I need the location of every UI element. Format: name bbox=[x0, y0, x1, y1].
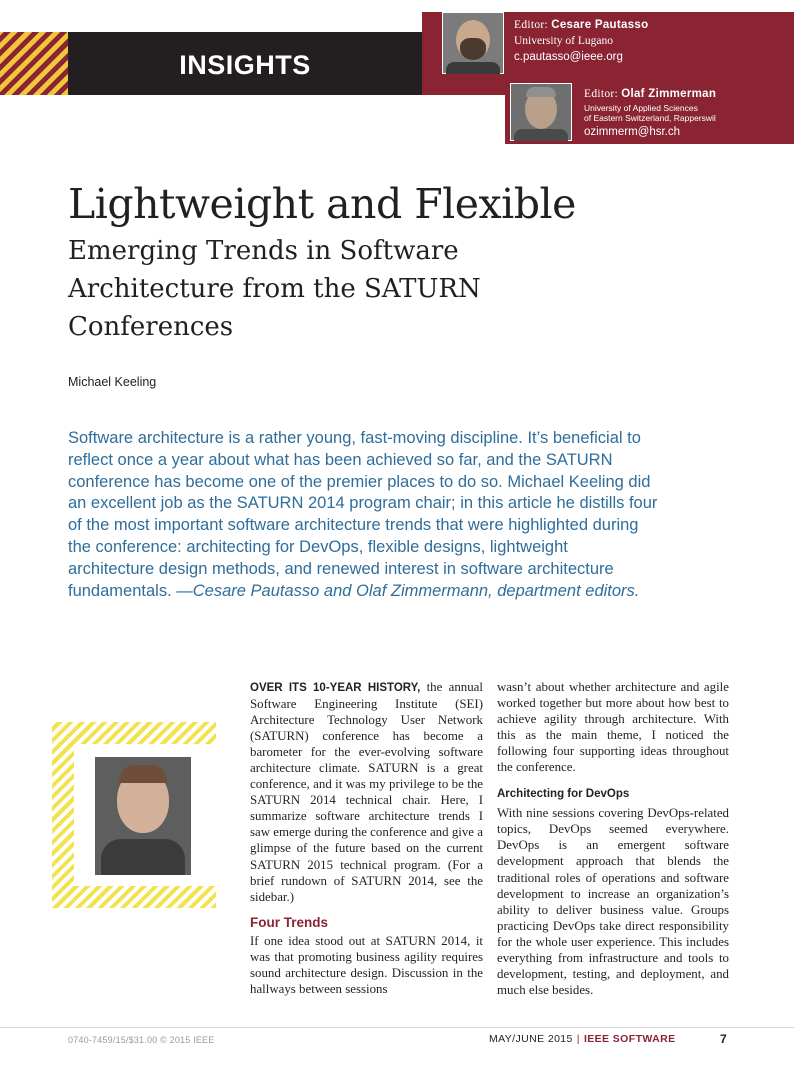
col1-paragraph-1 bbox=[250, 679, 483, 905]
col2-paragraph-2: With nine sessions covering DevOps-related topics, DevOps seemed everywhere. DevOps is an emergent software development approach that blends the traditional roles of operations and software development to increase an organization’s ability to deliver business value. Groups practicing DevOps take direct responsibility for the whole user experience. This includes everything from infrastructure and tools to development, testing, and deployment, and much else besides. bbox=[497, 806, 729, 997]
editor1-name: Cesare Pautasso bbox=[551, 19, 649, 31]
editor1-email[interactable]: c.pautasso@ieee.org bbox=[514, 51, 623, 63]
editor2-name: Olaf Zimmerman bbox=[621, 88, 717, 100]
editor2-label: Editor: bbox=[584, 88, 619, 100]
article-author: Michael Keeling bbox=[68, 375, 157, 389]
editor1-photo bbox=[442, 12, 504, 74]
intro-text: Software architecture is a rather young, fast-moving discipline. It’s beneficial to reflect once a year about what has been achieved so far, and the SATURN conference has become one of the premier places to do so. Michael Keeling did an excellent job as the SATURN 2014 program chair; in this article he distills four of the most important software architecture trends that were highlighted during the conference: architecting for DevOps, flexible designs, lightweight architecture design methods, and renewed interest in software architecture fundamentals. bbox=[68, 429, 658, 600]
editor1-label: Editor: bbox=[514, 19, 549, 31]
editor1-affiliation: University of Lugano bbox=[514, 35, 614, 47]
col1-paragraph-2: If one idea stood out at SATURN 2014, it was that promoting business agility requires sound architecture design. Discussion in the hallways between sessions bbox=[250, 933, 483, 996]
col2-paragraph-1: wasn’t about whether architecture and agile worked together but more about how best to achieve agility through architecture. With this as the main theme, I noticed the following four supporting ideas throughout the conference. bbox=[497, 680, 729, 775]
section-label: INSIGHTS bbox=[179, 50, 311, 80]
footer-issue: MAY/JUNE 2015 bbox=[489, 1033, 573, 1045]
header-stripe-pattern bbox=[0, 32, 68, 95]
editor2-name-line bbox=[584, 88, 716, 100]
footer-issue-line bbox=[489, 1033, 675, 1045]
editor2-email[interactable]: ozimmerm@hsr.ch bbox=[584, 126, 681, 138]
intro-abstract bbox=[68, 428, 658, 602]
footer-copyright: 0740-7459/15/$31.00 © 2015 IEEE bbox=[68, 1035, 215, 1045]
col1-p1-text: the annual Software Engineering Institute (SEI) Architecture Technology User Network (SATURN) conference has become a barometer for the ever-evolving software architecture climate. SATURN is a great conference, and it was my privilege to be the SATURN 2014 technical chair. Here, I summarize software architecture trends I saw emerge during the conference and give a glimpse of the future based on the current SATURN 2015 technical program. (For a brief rundown of SATURN 2014, see the sidebar.) bbox=[250, 680, 483, 904]
heading-four-trends: Four Trends bbox=[250, 914, 329, 930]
heading-architecting-devops: Architecting for DevOps bbox=[497, 788, 630, 801]
editor2-photo bbox=[510, 83, 572, 141]
editor2-affiliation-line1: University of Applied Sciences bbox=[584, 103, 698, 113]
editor2-affiliation-line2: of Eastern Switzerland, Rapperswil bbox=[584, 113, 716, 123]
footer-magazine: IEEE SOFTWARE bbox=[583, 1033, 676, 1045]
article-subtitle: Emerging Trends in Software Architecture from the SATURN Conferences bbox=[68, 236, 481, 342]
footer-divider bbox=[0, 1027, 794, 1028]
lead-in: OVER ITS 10-YEAR HISTORY, bbox=[250, 682, 421, 694]
body-column-2 bbox=[497, 679, 729, 998]
footer-separator: | bbox=[576, 1033, 580, 1045]
intro-signature: —Cesare Pautasso and Olaf Zimmermann, department editors. bbox=[176, 581, 640, 600]
page-number: 7 bbox=[720, 1032, 727, 1046]
body-column-1 bbox=[250, 679, 483, 997]
editor1-name-line bbox=[514, 19, 648, 31]
article-title: Lightweight and Flexible bbox=[68, 180, 576, 228]
author-photo bbox=[95, 757, 191, 875]
